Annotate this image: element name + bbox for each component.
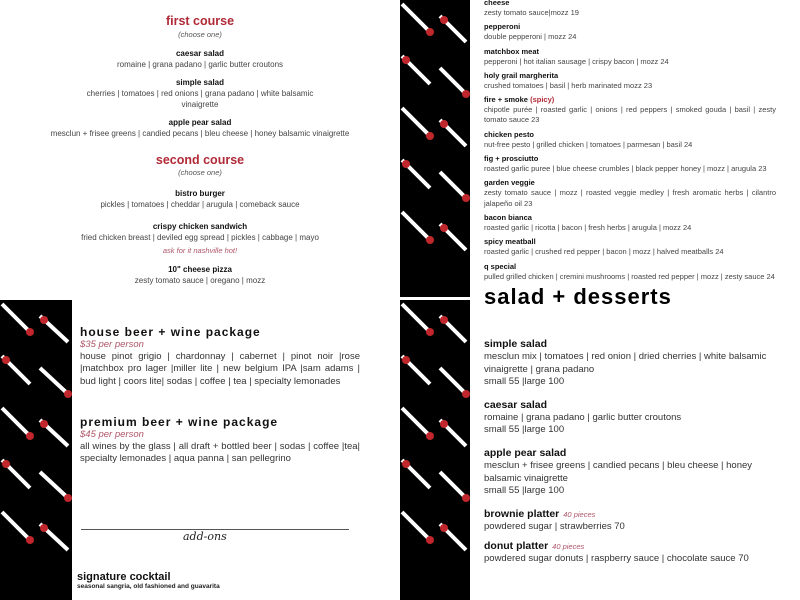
pizza-list xyxy=(484,0,776,285)
matchstick-icon xyxy=(402,212,434,244)
match-head xyxy=(426,132,434,140)
pizza-desc: pulled grilled chicken | cremini mushrooms | roasted red pepper | mozz | zesty sauce 24 xyxy=(484,271,775,281)
match-head xyxy=(462,494,470,502)
matchstick-icon xyxy=(440,16,466,42)
item-pieces: 40 pieces xyxy=(563,509,596,519)
matchstick-icon xyxy=(440,172,470,202)
course-item-note: ask for it nashville hot! xyxy=(162,246,238,255)
pizza-name-text: fire + smoke xyxy=(484,95,528,105)
addons-label: add-ons xyxy=(183,530,227,543)
pizza-name xyxy=(484,177,776,188)
section-heading: salad + desserts xyxy=(484,284,672,309)
match-head xyxy=(462,90,470,98)
matchstick-stripe xyxy=(0,300,72,600)
matchstick-icon xyxy=(2,512,34,544)
matchstick-stripe xyxy=(400,300,470,600)
cocktail-sub: seasonal sangria, old fashioned and guavarita xyxy=(77,583,220,590)
course-item-name: caesar salad xyxy=(175,49,225,58)
course-item-desc: zesty tomato sauce | oregano | mozz xyxy=(134,276,266,285)
item-name-text: apple pear salad xyxy=(484,446,567,459)
pizza-name xyxy=(484,153,776,164)
pizza-name-text: cheese xyxy=(484,0,510,7)
item-name xyxy=(484,508,776,521)
course-item-name: bistro burger xyxy=(175,189,225,198)
pizza-item xyxy=(484,70,776,91)
item-name xyxy=(484,540,776,553)
matchstick-icon xyxy=(2,408,34,440)
item-desc: mesclun + frisee greens | candied pecans | bleu cheese | honey balsamic vinaigrette xyxy=(484,459,753,484)
pizza-page xyxy=(400,0,800,297)
match-head xyxy=(426,328,434,336)
pizza-desc: double pepperoni | mozz 24 xyxy=(484,32,577,42)
item-desc: powdered sugar | strawberries 70 xyxy=(484,520,625,532)
package-price: $35 per person xyxy=(80,339,144,350)
premium-package xyxy=(80,415,360,466)
match-head xyxy=(440,16,448,24)
course-item-name: apple pear salad xyxy=(168,118,232,127)
beverage-page xyxy=(0,300,400,600)
match-head xyxy=(402,356,410,364)
matchstick-stripe xyxy=(400,0,470,297)
course-item-name: 10" cheese pizza xyxy=(168,265,232,274)
match-head xyxy=(26,328,34,336)
matchstick-icon xyxy=(2,356,30,384)
matchstick-icon xyxy=(2,460,30,488)
signature-cocktail xyxy=(77,571,220,590)
matchstick-pattern xyxy=(400,300,470,600)
item-desc: romaine | grana padano | garlic butter croutons xyxy=(484,411,682,423)
match-head xyxy=(2,356,10,364)
item-name xyxy=(484,447,776,460)
item-name-text: simple salad xyxy=(484,338,548,350)
pizza-desc: roasted garlic | crushed red pepper | bacon | mozz | halved meatballs 24 xyxy=(484,247,724,257)
match-head xyxy=(462,390,470,398)
match-head xyxy=(440,120,448,128)
course-item-desc: fried chicken breast | deviled egg spread | pickles | cabbage | mayo xyxy=(81,233,319,242)
match-head xyxy=(40,316,48,324)
course-item-name: simple salad xyxy=(175,78,225,87)
course-item-desc: pickles | tomatoes | cheddar | arugula | comeback sauce xyxy=(100,200,300,209)
matchstick-icon xyxy=(40,420,68,446)
matchstick-icon xyxy=(402,512,434,544)
pizza-desc: zesty tomato sauce|mozz 19 xyxy=(484,8,579,17)
item-name xyxy=(484,399,776,412)
matchstick-icon xyxy=(402,56,430,84)
item-name-text: brownie platter xyxy=(484,507,560,520)
pizza-name-text: q special xyxy=(484,261,517,271)
pizza-item xyxy=(484,94,776,126)
pizza-name-text: holy grail margherita xyxy=(484,70,559,80)
pizza-name-text: chicken pesto xyxy=(484,129,535,139)
second-course-title: second course xyxy=(155,153,245,167)
matchstick-pattern xyxy=(0,300,72,600)
pizza-name xyxy=(484,0,776,8)
item-name xyxy=(484,338,776,351)
pizza-name-text: garden veggie xyxy=(484,178,535,188)
salads-desserts-page xyxy=(400,284,800,600)
matchstick-icon xyxy=(40,472,72,502)
course-item-name: crispy chicken sandwich xyxy=(152,222,248,231)
pizza-item xyxy=(484,212,776,233)
match-head xyxy=(2,460,10,468)
matchstick-icon xyxy=(402,4,434,36)
package-desc: all wines by the glass | all draft + bottled beer | sodas | coffee |tea| specialty lemonades | aqua panna | san pellegrino xyxy=(80,441,360,465)
pizza-name xyxy=(484,129,776,140)
matchstick-icon xyxy=(402,408,434,440)
pizza-item xyxy=(484,236,776,257)
match-head xyxy=(440,524,448,532)
item-name-text: caesar salad xyxy=(484,398,548,411)
package-title: premium beer + wine package xyxy=(80,415,279,429)
cocktail-title: signature cocktail xyxy=(77,571,171,583)
match-head xyxy=(440,420,448,428)
matchstick-icon xyxy=(440,316,466,342)
matchstick-icon xyxy=(440,68,470,98)
first-course-title: first course xyxy=(165,14,235,28)
matchstick-icon xyxy=(440,368,470,398)
pizza-desc: nut-free pesto | grilled chicken | tomatoes | parmesan | basil 24 xyxy=(484,139,693,149)
item-name-text: donut platter xyxy=(484,540,549,553)
pizza-item xyxy=(484,261,776,282)
pizza-desc: roasted garlic puree | blue cheese crumbles | black pepper honey | mozz | arugula 23 xyxy=(484,164,767,174)
match-head xyxy=(40,524,48,532)
matchstick-icon xyxy=(402,108,434,140)
course-item-desc: romaine | grana padano | garlic butter croutons xyxy=(116,60,284,69)
pizza-desc: pepperoni | hot italian sausage | crispy bacon | mozz 24 xyxy=(484,56,669,66)
item-desc: mesclun mix | tomatoes | red onion | dried cherries | white balsamic vinaigrette | grana padano xyxy=(484,351,767,375)
match-head xyxy=(426,28,434,36)
match-head xyxy=(26,432,34,440)
match-head xyxy=(64,390,72,398)
match-head xyxy=(440,224,448,232)
pizza-name-text: fig + prosciutto xyxy=(484,154,539,164)
pizza-item xyxy=(484,0,776,18)
match-head xyxy=(440,316,448,324)
matchstick-icon xyxy=(402,304,434,336)
matchstick-icon xyxy=(440,120,466,146)
pizza-name xyxy=(484,94,776,105)
first-course-choose: (choose one) xyxy=(178,30,222,39)
pizza-item xyxy=(484,21,776,42)
pizza-desc: zesty tomato sauce | mozz | roasted veggie medley | fresh aromatic herbs | cilantro jalapeño oil 23 xyxy=(484,188,776,208)
pizza-name-text: bacon bianca xyxy=(484,212,532,222)
course-item-desc: mesclun + frisee greens | candied pecans | bleu cheese | honey balsamic vinaigrette xyxy=(50,129,350,138)
pizza-desc: crushed tomatoes | basil | herb marinated mozz 23 xyxy=(484,80,653,90)
menu-item xyxy=(484,540,776,566)
pizza-item xyxy=(484,153,776,174)
package-price: $45 per person xyxy=(80,429,144,440)
pizza-name xyxy=(484,70,776,81)
match-head xyxy=(40,420,48,428)
match-head xyxy=(402,460,410,468)
menu-item xyxy=(484,447,776,498)
pizza-item xyxy=(484,129,776,150)
match-head xyxy=(26,536,34,544)
item-desc: small 55 |large 100 xyxy=(484,485,565,497)
pizza-item xyxy=(484,177,776,209)
match-head xyxy=(426,536,434,544)
pizza-name xyxy=(484,46,776,57)
menu-item xyxy=(484,399,776,437)
pizza-desc: chipotle purée | roasted garlic | onions | red peppers | smoked gouda | basil | zesty tomato sauce 23 xyxy=(484,105,776,125)
spicy-tag: (spicy) xyxy=(530,95,555,105)
matchstick-icon xyxy=(440,224,466,250)
package-title: house beer + wine package xyxy=(80,325,261,339)
pizza-name xyxy=(484,212,776,223)
matchstick-icon xyxy=(2,304,34,336)
matchstick-icon xyxy=(40,368,72,398)
package-desc: house pinot grigio | chardonnay | cabernet | pinot noir |rose |matchbox pro lager |miller lite | new belgium IPA |sam adams | bud light | coors lite| sodas | coffee | tea | specialty lemonades xyxy=(80,351,360,387)
item-desc: small 55 |large 100 xyxy=(484,424,565,436)
pizza-name-text: pepperoni xyxy=(484,22,521,32)
matchstick-pattern xyxy=(400,0,470,297)
matchstick-icon xyxy=(402,460,430,488)
matchstick-icon xyxy=(40,524,68,550)
menu-item xyxy=(484,508,776,534)
match-head xyxy=(462,194,470,202)
pizza-item xyxy=(484,46,776,67)
course-item-desc: cherries | tomatoes | red onions | grana padano | white balsamic vinaigrette xyxy=(86,89,314,109)
salads-desserts-list xyxy=(484,338,776,573)
matchstick-icon xyxy=(40,316,68,342)
matchstick-icon xyxy=(402,356,430,384)
item-desc: powdered sugar donuts | raspberry sauce | chocolate sauce 70 xyxy=(484,553,749,565)
matchstick-icon xyxy=(440,420,466,446)
second-course-choose: (choose one) xyxy=(178,168,222,177)
matchstick-icon xyxy=(440,472,470,502)
item-pieces: 40 pieces xyxy=(552,542,585,552)
match-head xyxy=(64,494,72,502)
pizza-name xyxy=(484,21,776,32)
pizza-name xyxy=(484,261,776,272)
prix-fixe-page xyxy=(0,0,400,300)
pizza-desc: roasted garlic | ricotta | bacon | fresh herbs | arugula | mozz 24 xyxy=(484,222,692,232)
pizza-name xyxy=(484,236,776,247)
matchstick-icon xyxy=(440,524,466,550)
match-head xyxy=(402,56,410,64)
house-package xyxy=(80,325,360,388)
pizza-name-text: spicy meatball xyxy=(484,237,536,247)
item-desc: small 55 |large 100 xyxy=(484,376,565,388)
match-head xyxy=(426,236,434,244)
match-head xyxy=(426,432,434,440)
pizza-name-text: matchbox meat xyxy=(484,46,540,56)
match-head xyxy=(402,160,410,168)
menu-item xyxy=(484,338,776,389)
matchstick-icon xyxy=(402,160,430,188)
